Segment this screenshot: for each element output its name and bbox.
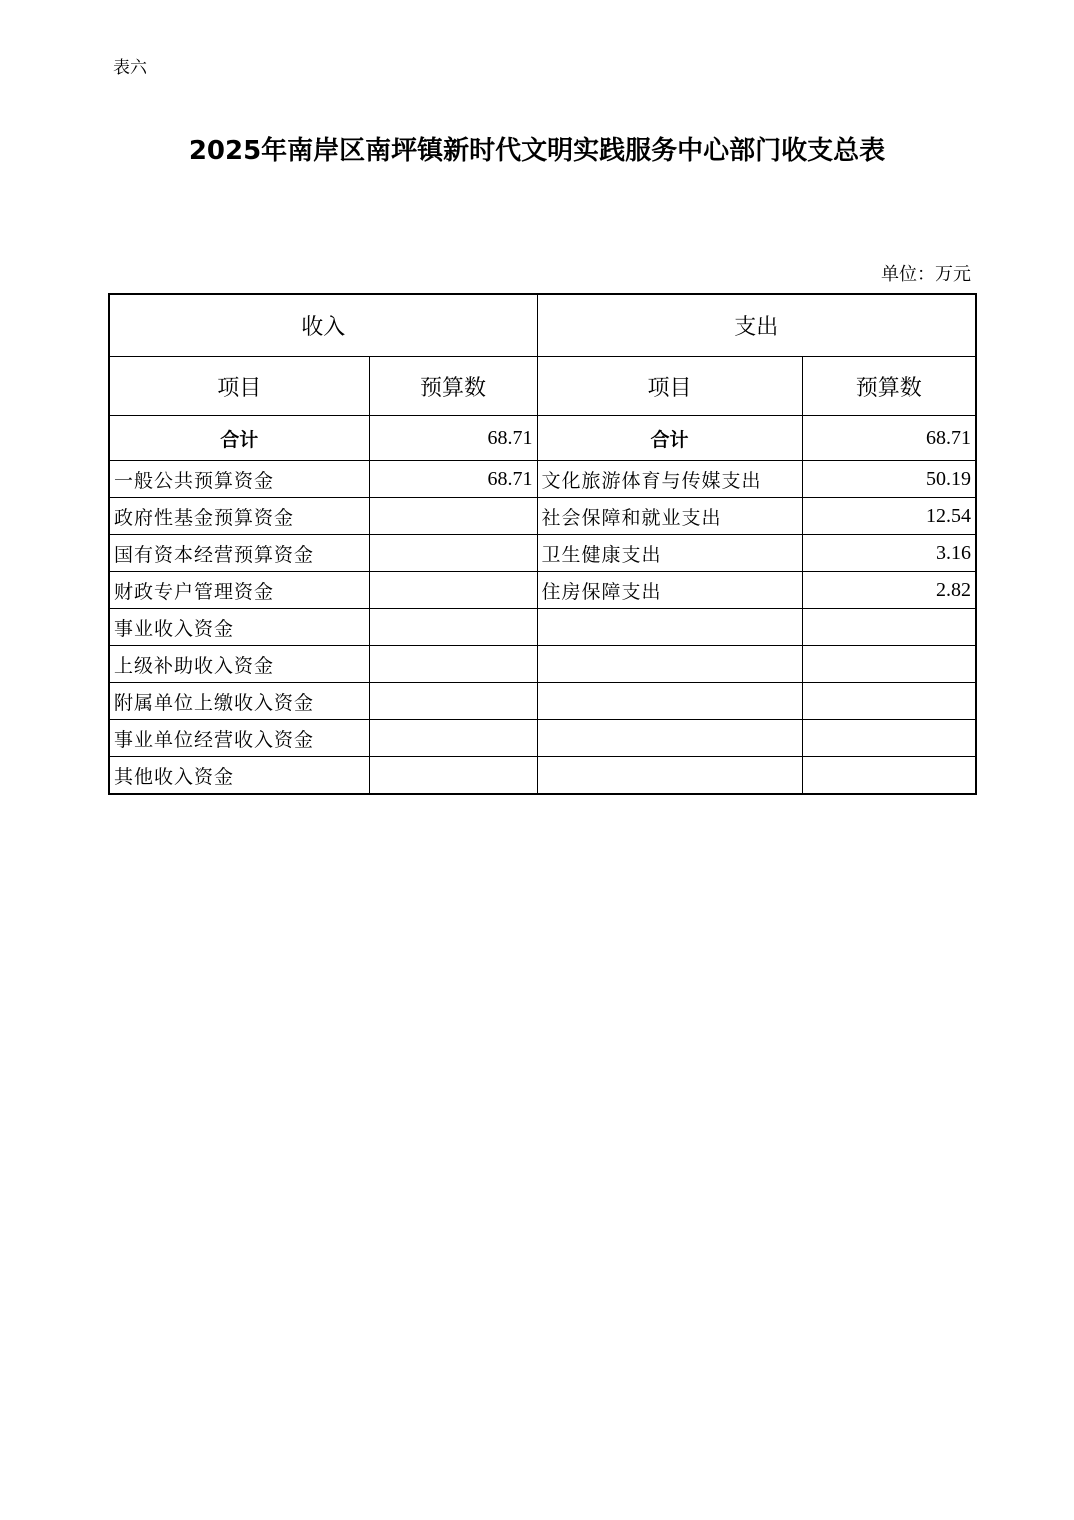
column-header-row <box>109 357 976 416</box>
table-row <box>109 609 976 646</box>
page-title: 2025年南岸区南坪镇新时代文明实践服务中心部门收支总表 <box>188 136 886 166</box>
income-item-header: 项目 <box>109 357 369 416</box>
income-value-cell <box>369 572 537 609</box>
total-row <box>109 416 976 461</box>
expense-group-header: 支出 <box>537 294 976 357</box>
income-group-header: 收入 <box>109 294 537 357</box>
expense-value-cell <box>802 720 976 757</box>
table-row <box>109 572 976 609</box>
expense-value-cell <box>802 609 976 646</box>
income-value-cell <box>369 757 537 795</box>
income-value-cell <box>369 720 537 757</box>
expense-item-cell <box>537 609 802 646</box>
group-header-row <box>109 294 976 357</box>
expense-item-cell: 文化旅游体育与传媒支出 <box>537 461 802 498</box>
income-item-cell: 上级补助收入资金 <box>109 646 369 683</box>
budget-table <box>108 293 977 795</box>
expense-item-cell: 卫生健康支出 <box>537 535 802 572</box>
table-row <box>109 646 976 683</box>
expense-value-cell: 3.16 <box>802 535 976 572</box>
expense-budget-header: 预算数 <box>802 357 976 416</box>
income-item-cell: 事业单位经营收入资金 <box>109 720 369 757</box>
income-value-cell <box>369 609 537 646</box>
table-row <box>109 535 976 572</box>
expense-value-cell: 2.82 <box>802 572 976 609</box>
table-row <box>109 683 976 720</box>
expense-value-cell: 12.54 <box>802 498 976 535</box>
expense-item-cell <box>537 720 802 757</box>
income-total-label: 合计 <box>109 416 369 461</box>
income-item-cell: 政府性基金预算资金 <box>109 498 369 535</box>
table-row <box>109 720 976 757</box>
income-item-cell: 其他收入资金 <box>109 757 369 795</box>
expense-item-cell <box>537 683 802 720</box>
expense-item-cell: 社会保障和就业支出 <box>537 498 802 535</box>
income-item-cell: 附属单位上缴收入资金 <box>109 683 369 720</box>
income-item-cell: 事业收入资金 <box>109 609 369 646</box>
expense-total-label: 合计 <box>537 416 802 461</box>
income-value-cell: 68.71 <box>369 461 537 498</box>
table-row <box>109 498 976 535</box>
income-value-cell <box>369 535 537 572</box>
income-total-value: 68.71 <box>369 416 537 461</box>
expense-value-cell <box>802 757 976 795</box>
table-row <box>109 757 976 795</box>
expense-value-cell <box>802 683 976 720</box>
income-item-cell: 国有资本经营预算资金 <box>109 535 369 572</box>
income-value-cell <box>369 646 537 683</box>
income-budget-header: 预算数 <box>369 357 537 416</box>
expense-item-cell <box>537 646 802 683</box>
table-row <box>109 461 976 498</box>
expense-item-cell: 住房保障支出 <box>537 572 802 609</box>
expense-item-header: 项目 <box>537 357 802 416</box>
expense-value-cell: 50.19 <box>802 461 976 498</box>
income-item-cell: 一般公共预算资金 <box>109 461 369 498</box>
table-number-label: 表六 <box>113 58 147 78</box>
income-value-cell <box>369 683 537 720</box>
unit-label: 单位：万元 <box>881 264 971 285</box>
income-value-cell <box>369 498 537 535</box>
expense-item-cell <box>537 757 802 795</box>
income-item-cell: 财政专户管理资金 <box>109 572 369 609</box>
expense-value-cell <box>802 646 976 683</box>
expense-total-value: 68.71 <box>802 416 976 461</box>
